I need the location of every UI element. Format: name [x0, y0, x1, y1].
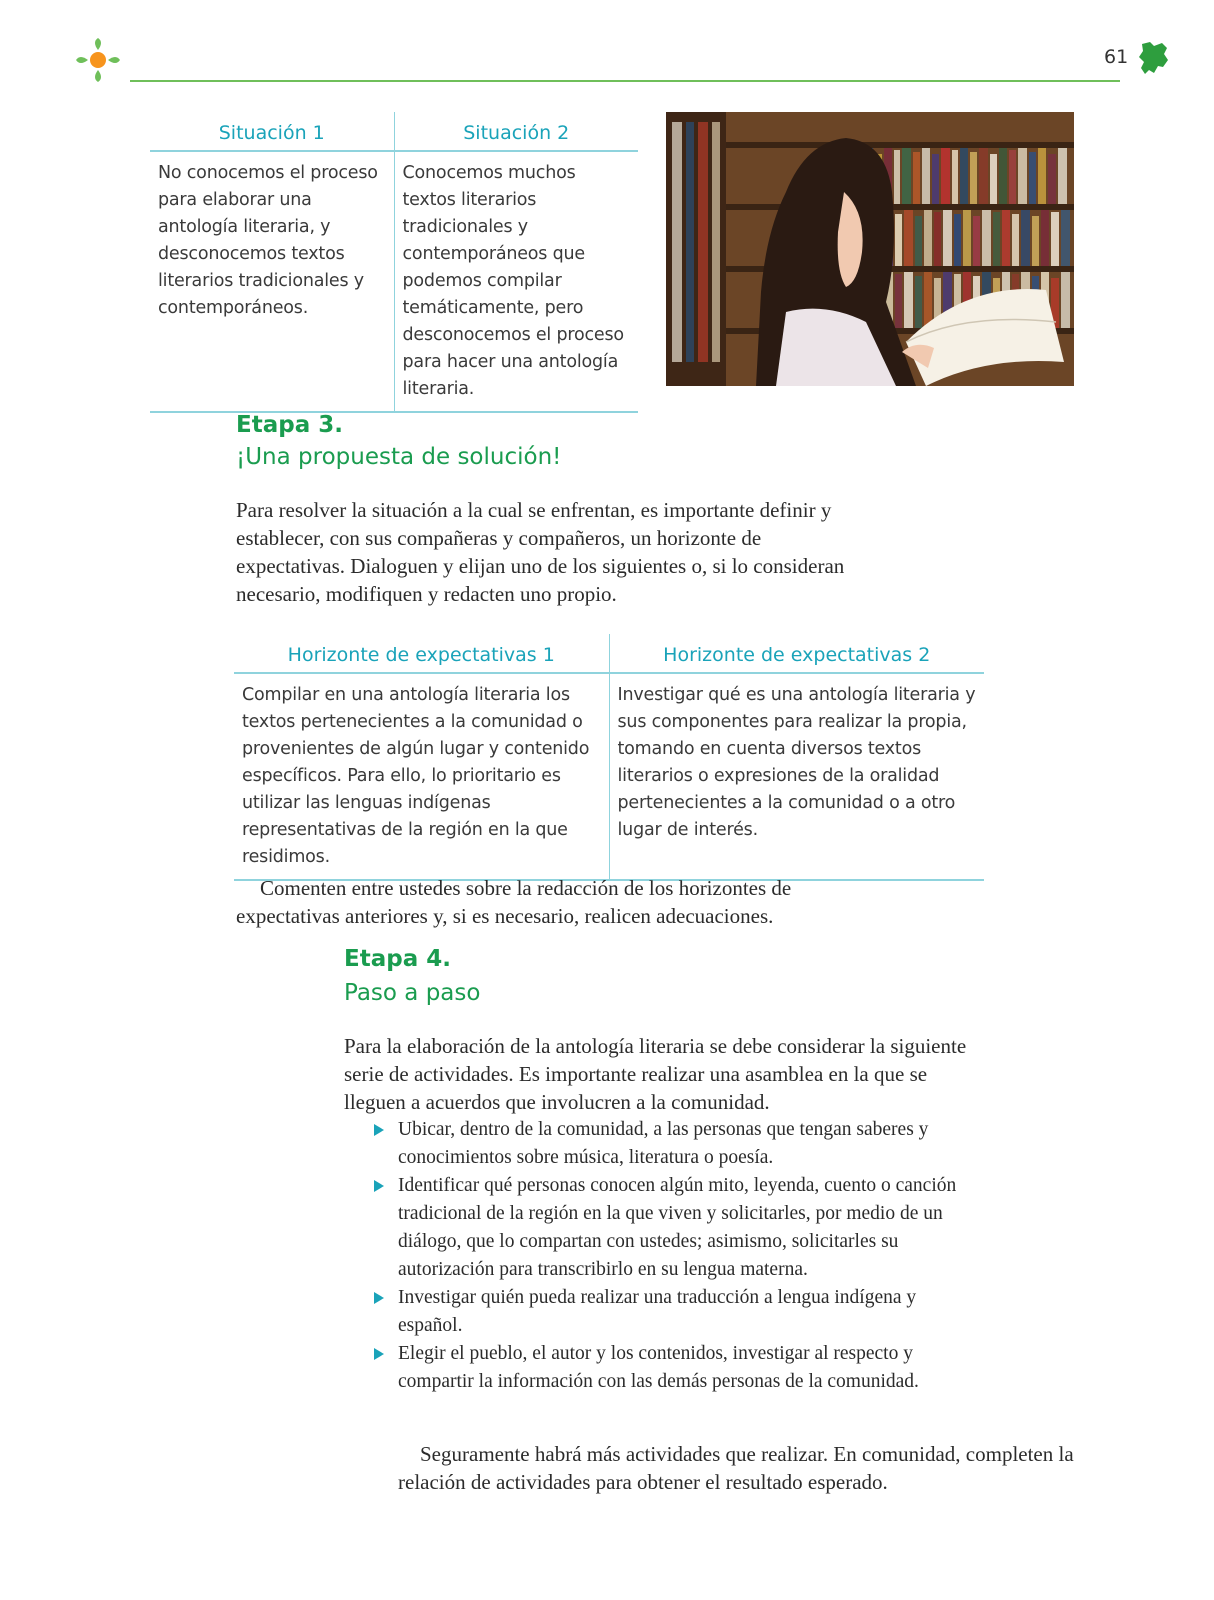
page-number: 61 — [1104, 46, 1129, 68]
list-item: Investigar quién pueda realizar una traducción a lengua indígena y español. — [370, 1284, 970, 1340]
etapa-3-title: Etapa 3. — [236, 412, 343, 438]
etapa-4-title: Etapa 4. — [344, 946, 451, 972]
list-item: Ubicar, dentro de la comunidad, a las personas que tengan saberes y conocimientos sobre música, literatura o poesía. — [370, 1116, 970, 1172]
list-item: Elegir el pueblo, el autor y los contenidos, investigar al respecto y compartir la información con las demás personas de la comunidad. — [370, 1340, 970, 1396]
comenten-paragraph: Comenten entre ustedes sobre la redacción de los horizontes de expectativas anteriores y, si es necesario, realicen adecuaciones. — [236, 876, 792, 928]
green-map-icon — [1136, 40, 1170, 76]
situacion-2-text: Conocemos muchos textos literarios tradicionales y contemporáneos que podemos compilar temáticamente, pero desconocemos el proceso para hacer una antología literaria. — [394, 151, 638, 412]
situacion-1-header: Situación 1 — [150, 112, 394, 151]
list-item: Identificar qué personas conocen algún mito, leyenda, cuento o canción tradicional de la región en la que viven y solicitarles, por medio de un diálogo, que lo compartan con ustedes; asimismo, solicitarles su autorización para transcribirlo en su lengua materna. — [370, 1172, 970, 1284]
closing-paragraph: Seguramente habrá más actividades que realizar. En comunidad, completen la relación de actividades para obtener el resultado esperado. — [398, 1442, 1074, 1494]
horizonte-2-header: Horizonte de expectativas 2 — [609, 634, 984, 673]
girl-reading-in-library-photo — [666, 112, 1074, 386]
activities-list — [370, 1116, 970, 1396]
situacion-2-header: Situación 2 — [394, 112, 638, 151]
header-rule — [130, 80, 1120, 82]
etapa-3-subtitle: ¡Una propuesta de solución! — [236, 444, 562, 470]
community-flower-logo-icon — [72, 34, 124, 86]
horizonte-1-header: Horizonte de expectativas 1 — [234, 634, 609, 673]
horizonte-2-text: Investigar qué es una antología literaria y sus componentes para realizar la propia, tomando en cuenta diversos textos literarios o expresiones de la oralidad pertenecientes a la comunidad o a otro lugar de interés. — [609, 673, 984, 880]
situacion-1-text: No conocemos el proceso para elaborar una antología literaria, y desconocemos textos literarios tradicionales y contemporáneos. — [150, 151, 394, 412]
etapa-4-paragraph: Para la elaboración de la antología literaria se debe considerar la siguiente serie de actividades. Es importante realizar una asamblea en la que se lleguen a acuerdos que involucren a la comunidad. — [344, 1034, 967, 1114]
horizonte-1-text: Compilar en una antología literaria los textos pertenecientes a la comunidad o provenientes de algún lugar y contenido específicos. Para ello, lo prioritario es utilizar las lenguas indígenas representativas de la región en la que residimos. — [234, 673, 609, 880]
etapa-4-subtitle: Paso a paso — [344, 980, 481, 1006]
horizontes-table — [234, 634, 984, 881]
situaciones-table — [150, 112, 638, 413]
etapa-3-paragraph: Para resolver la situación a la cual se enfrentan, es importante definir y establecer, con sus compañeras y compañeros, un horizonte de expectativas. Dialoguen y elijan uno de los siguientes o, si lo consideran necesario, modifiquen y redacten uno propio. — [236, 498, 845, 606]
